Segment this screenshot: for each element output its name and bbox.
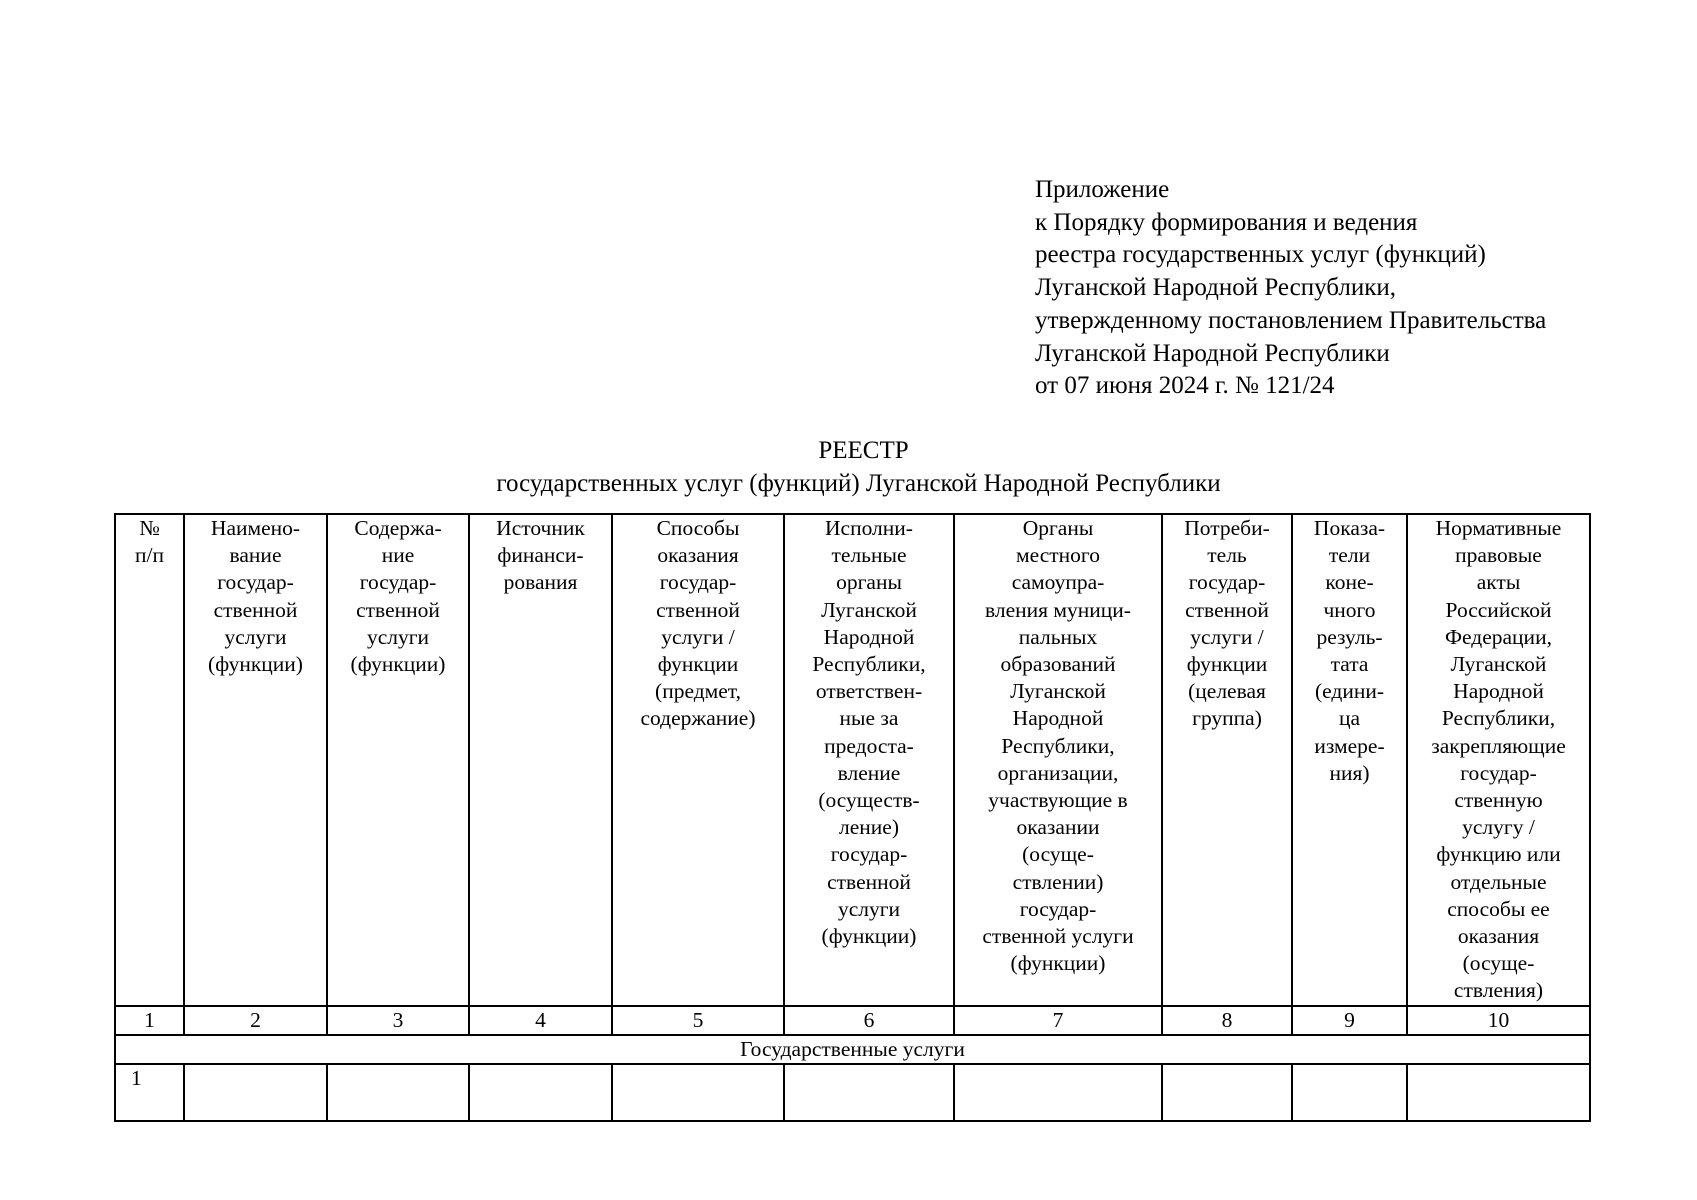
column-number: 8 [1162, 1006, 1292, 1035]
column-number: 1 [115, 1006, 184, 1035]
table-cell: 1 [115, 1064, 184, 1121]
table-cell [954, 1064, 1162, 1121]
appendix-line: утвержденному постановлением Правительства [1035, 306, 1547, 334]
column-header: Наимено- вание государ- ственной услуги (функции) [184, 514, 327, 1006]
column-header: Источник финанси- рования [469, 514, 612, 1006]
appendix-line: Луганской Народной Республики, [1035, 274, 1396, 302]
column-number: 6 [784, 1006, 954, 1035]
column-number: 7 [954, 1006, 1162, 1035]
column-header: Органы местного самоупра- вления муници- пальных образований Луганской Народной Республики, организации, участвующие в оказании (осуще- ствлении) государ- ственной услуги (функции) [954, 514, 1162, 1006]
table-row [115, 1064, 1590, 1121]
document-title-block [0, 434, 1697, 500]
table-cell [1292, 1064, 1407, 1121]
document-subtitle: государственных услуг (функций) Луганской Народной Республики [496, 470, 1221, 497]
column-number-row [115, 1006, 1590, 1035]
column-number: 2 [184, 1006, 327, 1035]
appendix-line: Луганской Народной Республики [1035, 339, 1390, 367]
table-cell [1162, 1064, 1292, 1121]
section-row [115, 1035, 1590, 1064]
registry-table [114, 513, 1591, 1122]
appendix-block [1035, 174, 1546, 403]
table-cell [469, 1064, 612, 1121]
column-header: Исполни- тельные органы Луганской Народной Республики, ответствен- ные за предоста- вление (осуществ- ление) государ- ственной услуги (функции) [784, 514, 954, 1006]
column-header: Нормативные правовые акты Российской Федерации, Луганской Народной Республики, закрепляющие государ- ственную услугу / функцию или отдельные способы ее оказания (осуще- ствления) [1407, 514, 1590, 1006]
table-cell [612, 1064, 784, 1121]
table-cell [1407, 1064, 1590, 1121]
column-header: Способы оказания государ- ственной услуги / функции (предмет, содержание) [612, 514, 784, 1006]
column-number: 5 [612, 1006, 784, 1035]
column-number: 4 [469, 1006, 612, 1035]
table-cell [784, 1064, 954, 1121]
table-cell [184, 1064, 327, 1121]
appendix-line: от 07 июня 2024 г. № 121/24 [1035, 372, 1335, 400]
column-header: Показа- тели коне- чного резуль- тата (едини- ца измере- ния) [1292, 514, 1407, 1006]
appendix-line: к Порядку формирования и ведения [1035, 208, 1418, 236]
table-cell [327, 1064, 469, 1121]
section-title: Государственные услуги [115, 1035, 1590, 1064]
column-header: Потреби- тель государ- ственной услуги / функции (целевая группа) [1162, 514, 1292, 1006]
appendix-line: реестра государственных услуг (функций) [1035, 241, 1486, 269]
column-header: Содержа- ние государ- ственной услуги (функции) [327, 514, 469, 1006]
table-header-row [115, 514, 1590, 1006]
column-number: 9 [1292, 1006, 1407, 1035]
column-number: 3 [327, 1006, 469, 1035]
document-title: РЕЕСТР [818, 437, 909, 464]
column-number: 10 [1407, 1006, 1590, 1035]
appendix-line: Приложение [1035, 176, 1170, 203]
column-header: № п/п [115, 514, 184, 1006]
